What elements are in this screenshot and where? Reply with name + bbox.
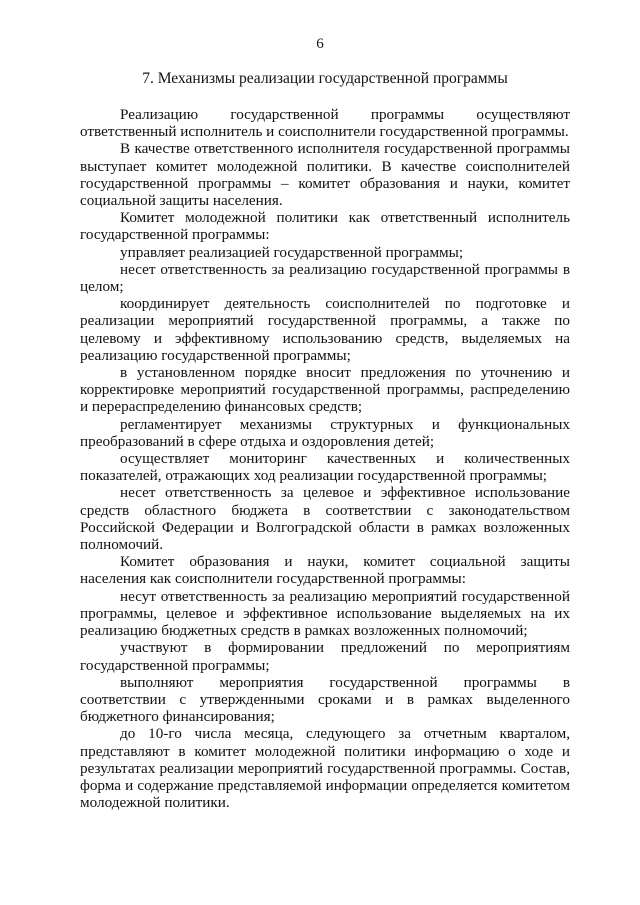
paragraph: выполняют мероприятия государственной программы в соответствии с утвержденными сроками и в рамках выделенного бюджетного финансирования; [80, 673, 570, 726]
paragraph: несут ответственность за реализацию мероприятий государственной программы, целевое и эффективное использование выделяемых на их реализацию бюджетных средств в рамках возложенных полномочий; [80, 587, 570, 640]
paragraph: Комитет молодежной политики как ответственный исполнитель государственной программы: [80, 209, 570, 244]
paragraph: несет ответственность за реализацию государственной программы в целом; [80, 260, 570, 296]
paragraph: Реализацию государственной программы осуществляют ответственный исполнитель и соисполнители государственной программы. [80, 106, 570, 141]
body-text [80, 106, 570, 811]
paragraph: В качестве ответственного исполнителя государственной программы выступает комитет молодежной политики. В качестве соисполнителей государственной программы – комитет образования и науки, комитет социальной защиты населения. [80, 140, 570, 210]
paragraph: координирует деятельность соисполнителей по подготовке и реализации мероприятий государственной программы, а также по целевому и эффективному использованию средств, выделяемых на реализацию государственной программы; [80, 295, 570, 364]
paragraph: осуществляет мониторинг качественных и количественных показателей, отражающих ход реализации государственной программы; [80, 450, 570, 485]
paragraph: Комитет образования и науки, комитет социальной защиты населения как соисполнители государственной программы: [80, 553, 570, 588]
paragraph: до 10-го числа месяца, следующего за отчетным кварталом, представляют в комитет молодежной политики информацию о ходе и результатах реализации мероприятий государственной программы. Состав, форма и содержание представляемой информации определяется комитетом молодежной политики. [80, 725, 570, 812]
paragraph: регламентирует механизмы структурных и функциональных преобразований в сфере отдыха и оздоровления детей; [80, 415, 570, 450]
section-heading: 7. Механизмы реализации государственной программы [142, 70, 508, 87]
paragraph: участвуют в формировании предложений по мероприятиям государственной программы; [80, 639, 570, 674]
paragraph: несет ответственность за целевое и эффективное использование средств областного бюджета в соответствии с законодательством Российской Федерации и Волгоградской области в рамках возложенных полномочий. [80, 484, 570, 554]
paragraph: управляет реализацией государственной программы; [120, 243, 464, 261]
page-number: 6 [316, 36, 324, 52]
paragraph: в установленном порядке вносит предложения по уточнению и корректировке мероприятий государственной программы, распределению и перераспределению финансовых средств; [80, 364, 570, 416]
